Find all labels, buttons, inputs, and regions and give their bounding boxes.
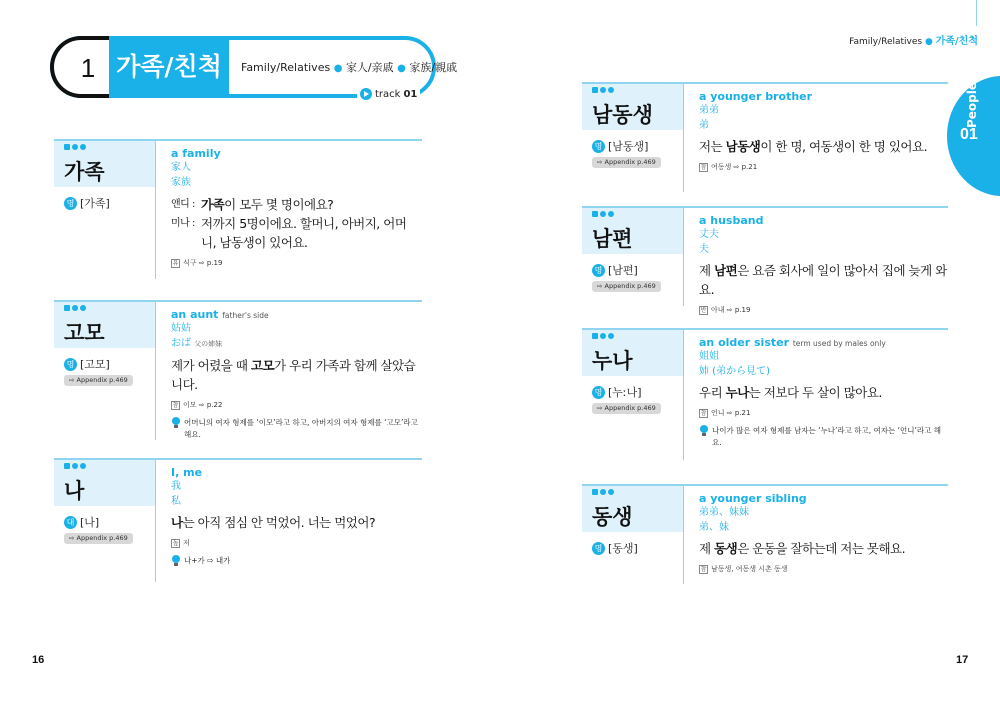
reference-text: 이모 ⇨ p.22 [183, 401, 223, 409]
appendix-link[interactable]: ⇨ Appendix p.469 [592, 157, 661, 168]
entry-body [699, 90, 949, 172]
track-number: 01 [403, 88, 418, 100]
english-meaning: a younger brother [699, 90, 813, 103]
appendix-link[interactable]: ⇨ Appendix p.469 [64, 375, 133, 386]
part-of-speech-badge: 명 [592, 140, 605, 153]
english-meaning: an older sister term used by males only [699, 336, 886, 349]
bullet-icon: ● [397, 63, 406, 74]
vocab-entry [582, 206, 948, 314]
tip-text: 나+가 ⇨ 내가 [184, 556, 231, 565]
vocab-entry [54, 300, 422, 440]
cross-reference [171, 258, 421, 268]
vocab-entry [54, 458, 422, 582]
headword-box [54, 302, 155, 348]
running-head-title: 가족/친척 [935, 36, 978, 47]
vocab-entry [54, 139, 422, 279]
pronunciation: [누ː나] [608, 386, 642, 399]
running-head: Family/Relatives ● 가족/친척 [849, 36, 978, 47]
page-number-right: 17 [956, 654, 969, 666]
example-dialog [171, 195, 421, 252]
page-number-left: 16 [32, 654, 45, 666]
appendix-link[interactable]: ⇨ Appendix p.469 [592, 281, 661, 292]
japanese-meaning: 家族 [171, 177, 191, 188]
entry-divider [155, 141, 156, 279]
subtitle-chinese: 家人/亲戚 [345, 61, 394, 74]
running-head-rule [976, 0, 977, 26]
entry-divider [683, 486, 684, 584]
subtitle-japanese: 家族/親戚 [409, 61, 458, 74]
section-tab-label: People [965, 81, 979, 128]
study-icons [592, 333, 614, 339]
appendix-link[interactable]: ⇨ Appendix p.469 [592, 403, 661, 414]
headword: 가족 [64, 160, 105, 184]
pronunciation-row [64, 195, 110, 211]
highlight-word: 동생 [714, 541, 738, 556]
chapter-subtitle [241, 59, 457, 75]
pronunciation: [나] [80, 516, 100, 529]
cross-reference [171, 538, 421, 548]
entry-body [699, 336, 949, 449]
japanese-note: 父の姉妹 [194, 340, 223, 348]
reference-text: 여동생 ⇨ p.21 [711, 163, 758, 171]
entry-divider [155, 302, 156, 440]
vocab-entry [582, 328, 948, 460]
speaker: 미나 : [171, 218, 195, 229]
pronunciation-row [592, 262, 638, 278]
headword: 남동생 [592, 103, 653, 127]
japanese-meaning: 弟 [699, 120, 709, 131]
dialog-line [171, 195, 421, 214]
entry-body [171, 147, 421, 268]
reference-mark: 참 [700, 163, 707, 171]
headword-box [582, 486, 683, 532]
japanese-meaning: 姉 (弟から見て) [699, 366, 770, 377]
pronunciation: [남편] [608, 264, 638, 277]
headword: 남편 [592, 227, 633, 251]
chapter-number: 1 [80, 53, 96, 83]
pronunciation: [가족] [80, 197, 110, 210]
highlight-word: 가족 [201, 197, 225, 212]
chinese-meaning: 弟弟 [699, 105, 719, 116]
entry-body [699, 492, 949, 574]
pronunciation-row [64, 356, 110, 372]
section-tab-number: 01 [960, 126, 978, 143]
usage-tip [171, 555, 421, 567]
japanese-meaning: 弟、妹 [699, 522, 729, 533]
cross-reference [699, 305, 949, 315]
reference-mark: 참 [700, 565, 707, 573]
headword-box [54, 460, 155, 506]
japanese-meaning: 私 [171, 496, 181, 507]
entry-body [171, 466, 421, 567]
usage-tip [699, 425, 949, 449]
headword: 고모 [64, 321, 105, 345]
example-sentence: 저는 남동생이 한 명, 여동생이 한 명 있어요. [699, 139, 928, 154]
headword-box [582, 330, 683, 376]
right-page [500, 0, 1000, 701]
chinese-meaning: 姐姐 [699, 351, 719, 362]
part-of-speech-badge: 명 [64, 197, 77, 210]
japanese-meaning: おば 父の姉妹 [171, 338, 223, 349]
vocab-entry [582, 484, 948, 584]
chinese-meaning: 姑姑 [171, 323, 191, 334]
english-note: father's side [222, 311, 269, 320]
tip-text: 나이가 많은 여자 형제를 남자는 ‘누나’라고 하고, 여자는 ‘언니’라고 해요. [712, 426, 941, 447]
cross-reference [699, 564, 949, 574]
pronunciation-row [592, 384, 642, 400]
study-icons [592, 489, 614, 495]
chinese-meaning: 丈夫 [699, 229, 719, 240]
part-of-speech-badge: 명 [592, 542, 605, 555]
japanese-meaning: 夫 [699, 244, 709, 255]
dialog-text: 이 모두 몇 명이에요? [224, 197, 334, 212]
lightbulb-icon [171, 417, 181, 429]
headword-box [582, 208, 683, 254]
headword: 누나 [592, 349, 633, 373]
english-meaning: a younger sibling [699, 492, 807, 505]
example-sentence: 나는 아직 점심 안 먹었어. 너는 먹었어? [171, 515, 376, 530]
speaker: 앤디 : [171, 199, 195, 210]
subtitle-english: Family/Relatives [241, 61, 331, 74]
headword: 나 [64, 479, 85, 503]
lightbulb-icon [699, 425, 709, 437]
vocab-entry [582, 82, 948, 192]
lightbulb-icon [171, 555, 181, 567]
highlight-word: 남동생 [725, 139, 761, 154]
track-label: track [375, 88, 401, 100]
headword-box [54, 141, 155, 187]
audio-track-button[interactable] [357, 88, 420, 100]
reference-mark: 참 [172, 401, 179, 409]
appendix-link[interactable]: ⇨ Appendix p.469 [64, 533, 133, 544]
part-of-speech-badge: 대 [64, 516, 77, 529]
entry-divider [683, 208, 684, 306]
english-meaning: a husband [699, 214, 764, 227]
tip-text: 어머니의 여자 형제를 ‘이모’라고 하고, 아버지의 여자 형제를 ‘고모’라고 해요. [184, 418, 418, 439]
chinese-meaning: 我 [171, 481, 181, 492]
pronunciation-row [592, 540, 638, 556]
headword: 동생 [592, 505, 633, 529]
pronunciation: [고모] [80, 358, 110, 371]
english-note: term used by males only [792, 339, 886, 348]
example-sentence: 제가 어렸을 때 고모가 우리 가족과 함께 살았습니다. [171, 358, 416, 392]
headword-box [582, 84, 683, 130]
study-icons [592, 211, 614, 217]
chinese-meaning: 弟弟、妹妹 [699, 507, 749, 518]
reference-mark: 유 [172, 259, 179, 267]
reference-mark: 참 [700, 409, 707, 417]
study-icons [64, 144, 86, 150]
study-icons [64, 463, 86, 469]
cross-reference [171, 400, 421, 410]
entry-body [171, 308, 421, 441]
entry-divider [683, 84, 684, 192]
highlight-word: 남편 [714, 263, 738, 278]
reference-text: 식구 ⇨ p.19 [183, 259, 223, 267]
example-sentence: 제 동생은 운동을 잘하는데 저는 못해요. [699, 541, 906, 556]
entry-divider [683, 330, 684, 460]
reference-text: 남동생, 여동생 시촌 동생 [711, 565, 788, 573]
study-icons [64, 305, 86, 311]
cross-reference [699, 408, 949, 418]
english-meaning: I, me [171, 466, 203, 479]
pronunciation: [남동생] [608, 140, 649, 153]
bullet-icon: ● [333, 63, 343, 74]
reference-text: 언니 ⇨ p.21 [711, 409, 751, 417]
pronunciation: [동생] [608, 542, 638, 555]
part-of-speech-badge: 명 [592, 386, 605, 399]
highlight-word: 누나 [725, 385, 749, 400]
cross-reference [699, 162, 949, 172]
dialog-line [171, 214, 421, 252]
study-icons [592, 87, 614, 93]
reference-mark: 반 [700, 306, 707, 314]
example-sentence: 제 남편은 요즘 회사에 일이 많아서 집에 늦게 와요. [699, 263, 947, 297]
example-sentence: 우리 누나는 저보다 두 살이 많아요. [699, 385, 882, 400]
bullet-icon: ● [924, 37, 933, 47]
highlight-word: 나 [171, 515, 183, 530]
pronunciation-row [64, 514, 99, 530]
part-of-speech-badge: 명 [592, 264, 605, 277]
play-icon [360, 88, 372, 100]
chapter-number-box [50, 36, 114, 98]
reference-text: 아내 ⇨ p.19 [711, 306, 751, 314]
entry-body [699, 214, 949, 315]
usage-tip [171, 417, 421, 441]
english-meaning: an aunt father's side [171, 308, 269, 321]
chapter-title: 가족/친척 [109, 36, 229, 98]
reference-text: 저 [183, 539, 190, 547]
pronunciation-row [592, 138, 648, 154]
entry-divider [155, 460, 156, 582]
highlight-word: 고모 [250, 358, 275, 373]
chinese-meaning: 家人 [171, 162, 191, 173]
english-meaning: a family [171, 147, 221, 160]
dialog-text: 저까지 5명이에요. 할머니, 아버지, 어머니, 남동생이 있어요. [201, 216, 407, 250]
reference-mark: 높 [172, 539, 179, 547]
part-of-speech-badge: 명 [64, 358, 77, 371]
